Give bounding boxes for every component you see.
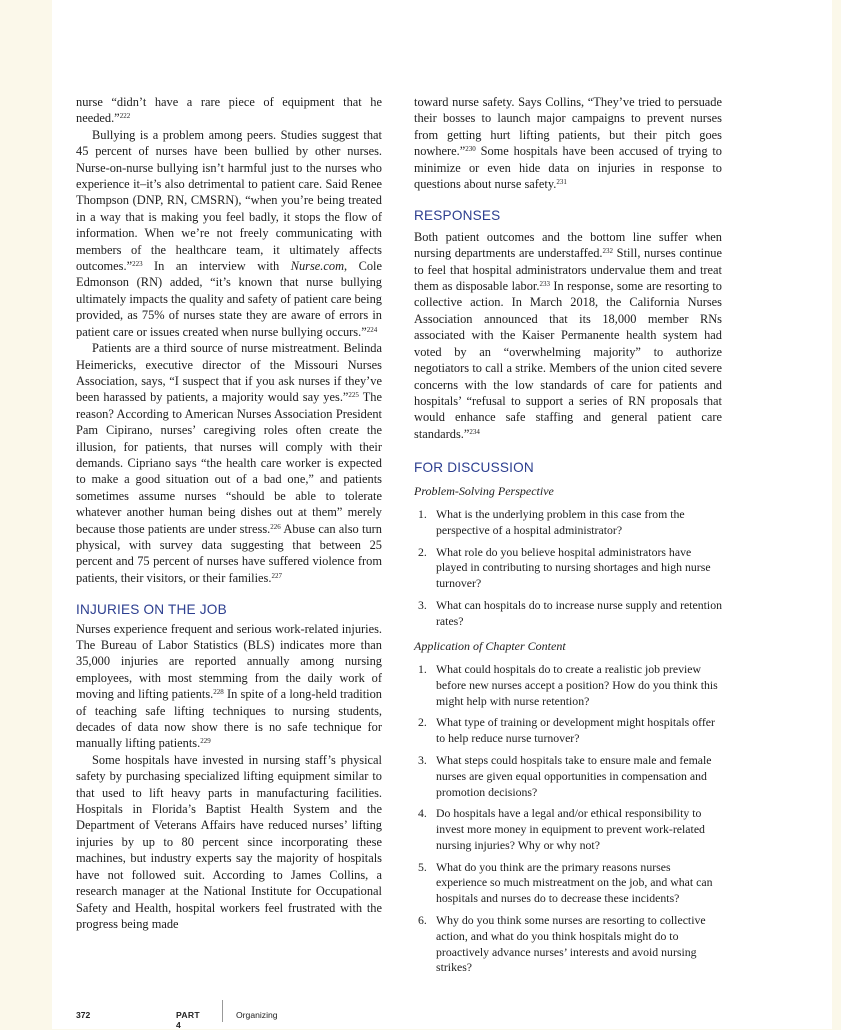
question-item (414, 545, 722, 592)
paragraph: Bullying is a problem among peers. Studies suggest that 45 percent of nurses have been bullied by other nurses. Nurse-on-nurse bullying isn’t harmful just to the nurses who experience it–it’s also detrimental to patient care. Said Renee Thompson (DNP, RN, CMSRN), “when you’re being treated in a way that is making you feel badly, it stops the flow of information. When we’re not freely communicating with members of the healthcare team, it ultimately affects outcomes.”$^{223}$ In an interview with Nurse.com, Cole Edmonson (RN) added, “it’s known that nurse bullying ultimately impacts the quality and safety of patient care being provided, as 75% of nurses state they are aware of errors in patient care or issues created when nurse bullying occurs.”$^{224}$ (76, 127, 382, 339)
question-text: What is the underlying problem in this case from the perspective of a hospital administrator? (436, 506, 685, 537)
section-label: Organizing (236, 1010, 278, 1020)
question-item (414, 715, 722, 747)
paragraph: Patients are a third source of nurse mistreatment. Belinda Heimericks, executive director of the Missouri Nurses Association, says, “I suspect that if you ask nurses if they’ve been harassed by patients, a majority would say yes.”$^{225}$ The reason? According to American Nurses Association President Pam Cipirano, nurses’ caregiving roles often create the illusion, for patients, that nurses will comply with their demands. Cipriano says “the health care worker is expected to make a good situation out of a bad one,” and patients sometimes assume nurses “should be able to tolerate whatever another human being dishes out at them” merely because those patients are under stress.$^{226}$ Abuse can also turn physical, with survey data suggesting that between 25 percent and 75 percent of nurses have suffered violence from patients, their visitors, or their families.$^{227}$ (76, 341, 382, 585)
section-heading-discussion: FOR DISCUSSION (414, 460, 534, 476)
question-text: What can hospitals do to increase nurse supply and retention rates? (436, 597, 722, 628)
question-number: 3. (418, 752, 427, 767)
question-item (414, 913, 722, 976)
subheading-application: Application of Chapter Content (414, 638, 566, 653)
paragraph: Nurses experience frequent and serious work-related injuries. The Bureau of Labor Statistics (BLS) indicates more than 35,000 injuries are reported annually among nursing employees, with most stemming from the daily work of moving and lifting patients.$^{228}$ In spite of a long-held tradition of teaching safe lifting techniques to nursing students, decades of data now show there is no safe technique for manually lifting patients.$^{229}$ (76, 621, 382, 751)
question-item (414, 860, 722, 907)
right-column (414, 94, 722, 976)
question-number: 1. (418, 661, 427, 676)
question-number: 4. (418, 806, 427, 821)
question-text: Do hospitals have a legal and/or ethical responsibility to invest more money in equipment to prevent work-related nursing injuries? Why or why not? (436, 806, 705, 852)
question-text: What type of training or development might hospitals offer to help reduce nurse turnover? (436, 715, 715, 746)
footer-divider (222, 1000, 223, 1022)
page (52, 0, 832, 1029)
question-number: 3. (418, 597, 427, 612)
question-number: 5. (418, 859, 427, 874)
question-item (414, 806, 722, 853)
question-text: What could hospitals do to create a realistic job preview before new nurses accept a position? How do you think this might help with nurse retention? (436, 661, 718, 708)
question-text: What do you think are the primary reasons nurses experience so much mistreatment on the job, and what can hospitals and nurses do to decrease these incidents? (436, 859, 713, 906)
page-number: 372 (76, 1010, 91, 1020)
section-heading-injuries: INJURIES ON THE JOB (76, 602, 227, 618)
question-number: 2. (418, 715, 427, 730)
paragraph: nurse “didn’t have a rare piece of equipment that he needed.”$^{222}$ (76, 95, 382, 126)
question-item (414, 598, 722, 630)
question-item (414, 662, 722, 709)
paragraph: Some hospitals have invested in nursing staff’s physical safety by purchasing specialized lifting equipment similar to that used to lift heavy parts in manufacturing facilities. Hospitals in Florida’s Baptist Health System and the Department of Veterans Affairs have reduced nurses’ lifting injuries by up to 80 percent since incorporating these machines, but industry experts say the majority of hospitals have not followed suit. According to James Collins, a research manager at the National Institute for Occupational Safety and Health, hospital workers feel frustrated with the progress being made (76, 752, 382, 931)
application-question-list (414, 662, 722, 976)
question-text: Why do you think some nurses are resorting to collective action, and what do you think hospitals might do to proactively advance nurses’ interests and avoid nursing strikes? (436, 913, 706, 975)
question-number: 6. (418, 913, 427, 928)
paragraph: toward nurse safety. Says Collins, “They’ve tried to persuade their bosses to launch major campaigns to prevent nurses from getting hurt lifting patients, but their pitch goes nowhere.”$^{230}$ Some hospitals have been accused of trying to minimize or even hide data on injuries in response to questions about nurse safety.$^{231}$ (414, 95, 722, 192)
section-heading-responses: RESPONSES (414, 208, 501, 224)
question-text: What steps could hospitals take to ensure male and female nurses are given equal opportunities in compensation and promotion decisions? (436, 752, 712, 799)
question-text: What role do you believe hospital administrators have played in contributing to nursing shortages and high nurse turnover? (436, 544, 711, 591)
question-item (414, 507, 722, 539)
subheading-problem-solving: Problem-Solving Perspective (414, 483, 554, 498)
paragraph: Both patient outcomes and the bottom line suffer when nursing departments are understaffed.$^{232}$ Still, nurses continue to feel that hospital administrators undervalue them and treat them as disposable labor.$^{233}$ In response, some are resorting to collective action. In March 2018, the California Nurses Association announced that its 18,000 member RNs associated with the Kaiser Permanente health system had voted by an “overwhelming majority” to authorize negotiators to call a strike. Members of the union cited severe concerns with the low standards of care for patients and hospitals’ “refusal to support a series of RN proposals that would enhance safe staffing and general patient care standards.”$^{234}$ (414, 229, 722, 441)
question-number: 1. (418, 506, 427, 521)
question-item (414, 753, 722, 800)
part-label: PART 4 (176, 1010, 200, 1030)
problem-question-list (414, 507, 722, 630)
left-column (76, 94, 382, 932)
question-number: 2. (418, 544, 427, 559)
